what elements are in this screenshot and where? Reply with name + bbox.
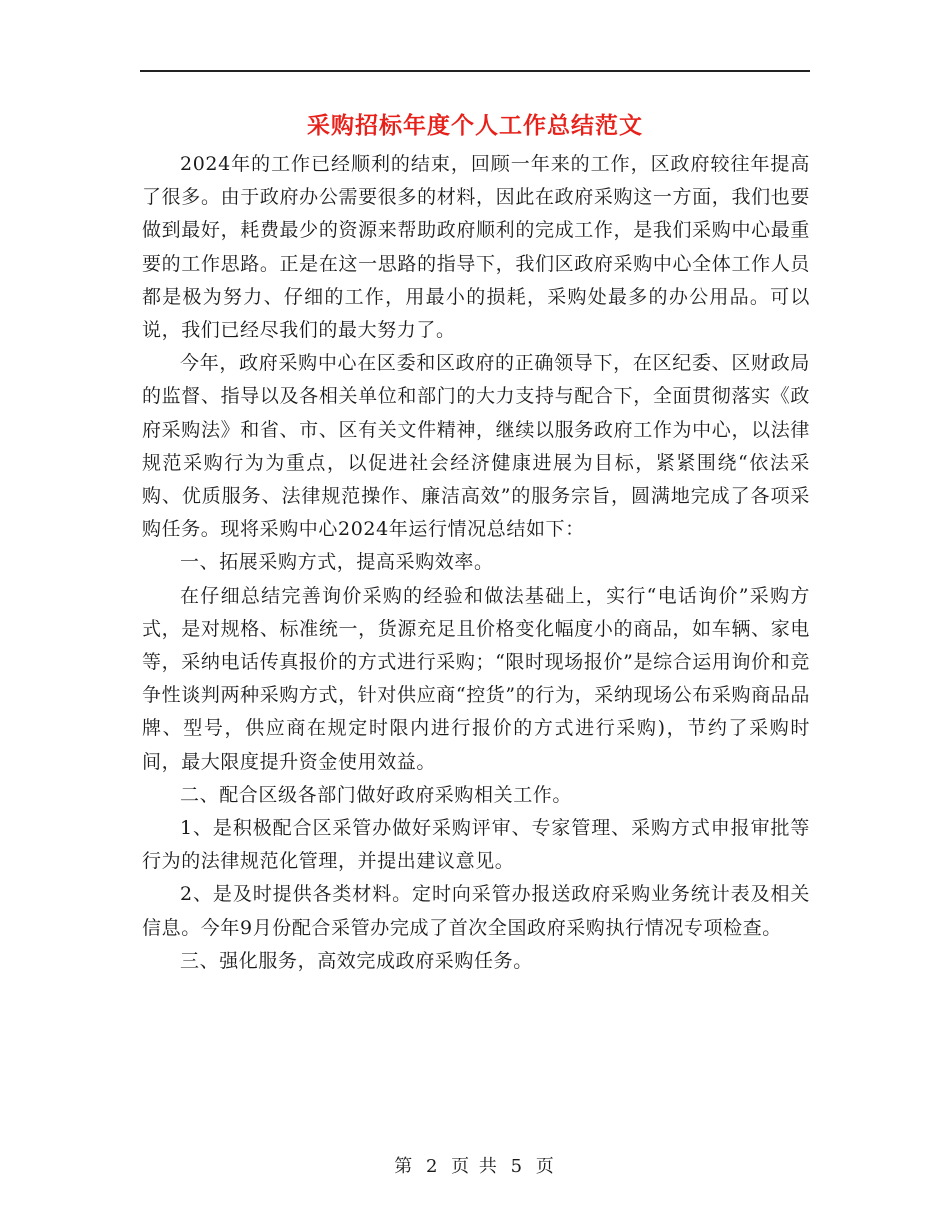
header-rule [140,70,810,72]
footer-total-pages: 5 [510,1156,525,1177]
footer-suffix: 页 [535,1156,556,1177]
footer-middle: 页 共 [451,1156,499,1177]
paragraph-item-1: 1、是积极配合区采管办做好采购评审、专家管理、采购方式申报审批等行为的法律规范化管理，并提出建议意见。 [142,817,810,873]
paragraph-section-1: 在仔细总结完善询价采购的经验和做法基础上，实行“电话询价”采购方式，是对规格、标准统一，货源充足且价格变化幅度小的商品，如车辆、家电等，采纳电话传真报价的方式进行采购；“限时现场报价”是综合运用询价和竞争性谈判两种采购方式，针对供应商“控货”的行为，采纳现场公布采购商品品牌、型号，供应商在规定时限内进行报价的方式进行采购)，节约了采购时间，最大限度提升资金使用效益。 [142,584,810,773]
section-heading-1: 一、拓展采购方式，提高采购效率。 [180,551,494,574]
section-heading-2: 二、配合区级各部门做好政府采购相关工作。 [180,783,573,806]
paragraph-item-2: 2、是及时提供各类材料。定时向采管办报送政府采购业务统计表及相关信息。今年9月份配合采管办完成了首次全国政府采购执行情况专项检查。 [142,883,810,939]
section-heading-3: 三、强化服务，高效完成政府采购任务。 [180,949,533,972]
paragraph-overview: 今年，政府采购中心在区委和区政府的正确领导下，在区纪委、区财政局的监督、指导以及各相关单位和部门的大力支持与配合下，全面贯彻落实《政府采购法》和省、市、区有关文件精神，继续以服务政府工作为中心，以法律规范采购行为为重点，以促进社会经济健康进展为目标，紧紧围绕“依法采购、优质服务、法律规范操作、廉洁高效”的服务宗旨，圆满地完成了各项采购任务。现将采购中心2024年运行情况总结如下： [142,352,810,541]
document-title: 采购招标年度个人工作总结范文 [307,112,643,139]
footer-prefix: 第 [394,1156,415,1177]
paragraph-intro: 2024年的工作已经顺利的结束，回顾一年来的工作，区政府较往年提高了很多。由于政府办公需要很多的材料，因此在政府采购这一方面，我们也要做到最好，耗费最少的资源来帮助政府顺利的完成工作，是我们采购中心最重要的工作思路。正是在这一思路的指导下，我们区政府采购中心全体工作人员都是极为努力、仔细的工作，用最小的损耗，采购处最多的办公用品。可以说，我们已经尽我们的最大努力了。 [142,153,810,342]
page-footer [140,1152,810,1178]
footer-current-page: 2 [425,1156,440,1177]
document-body [142,148,810,978]
